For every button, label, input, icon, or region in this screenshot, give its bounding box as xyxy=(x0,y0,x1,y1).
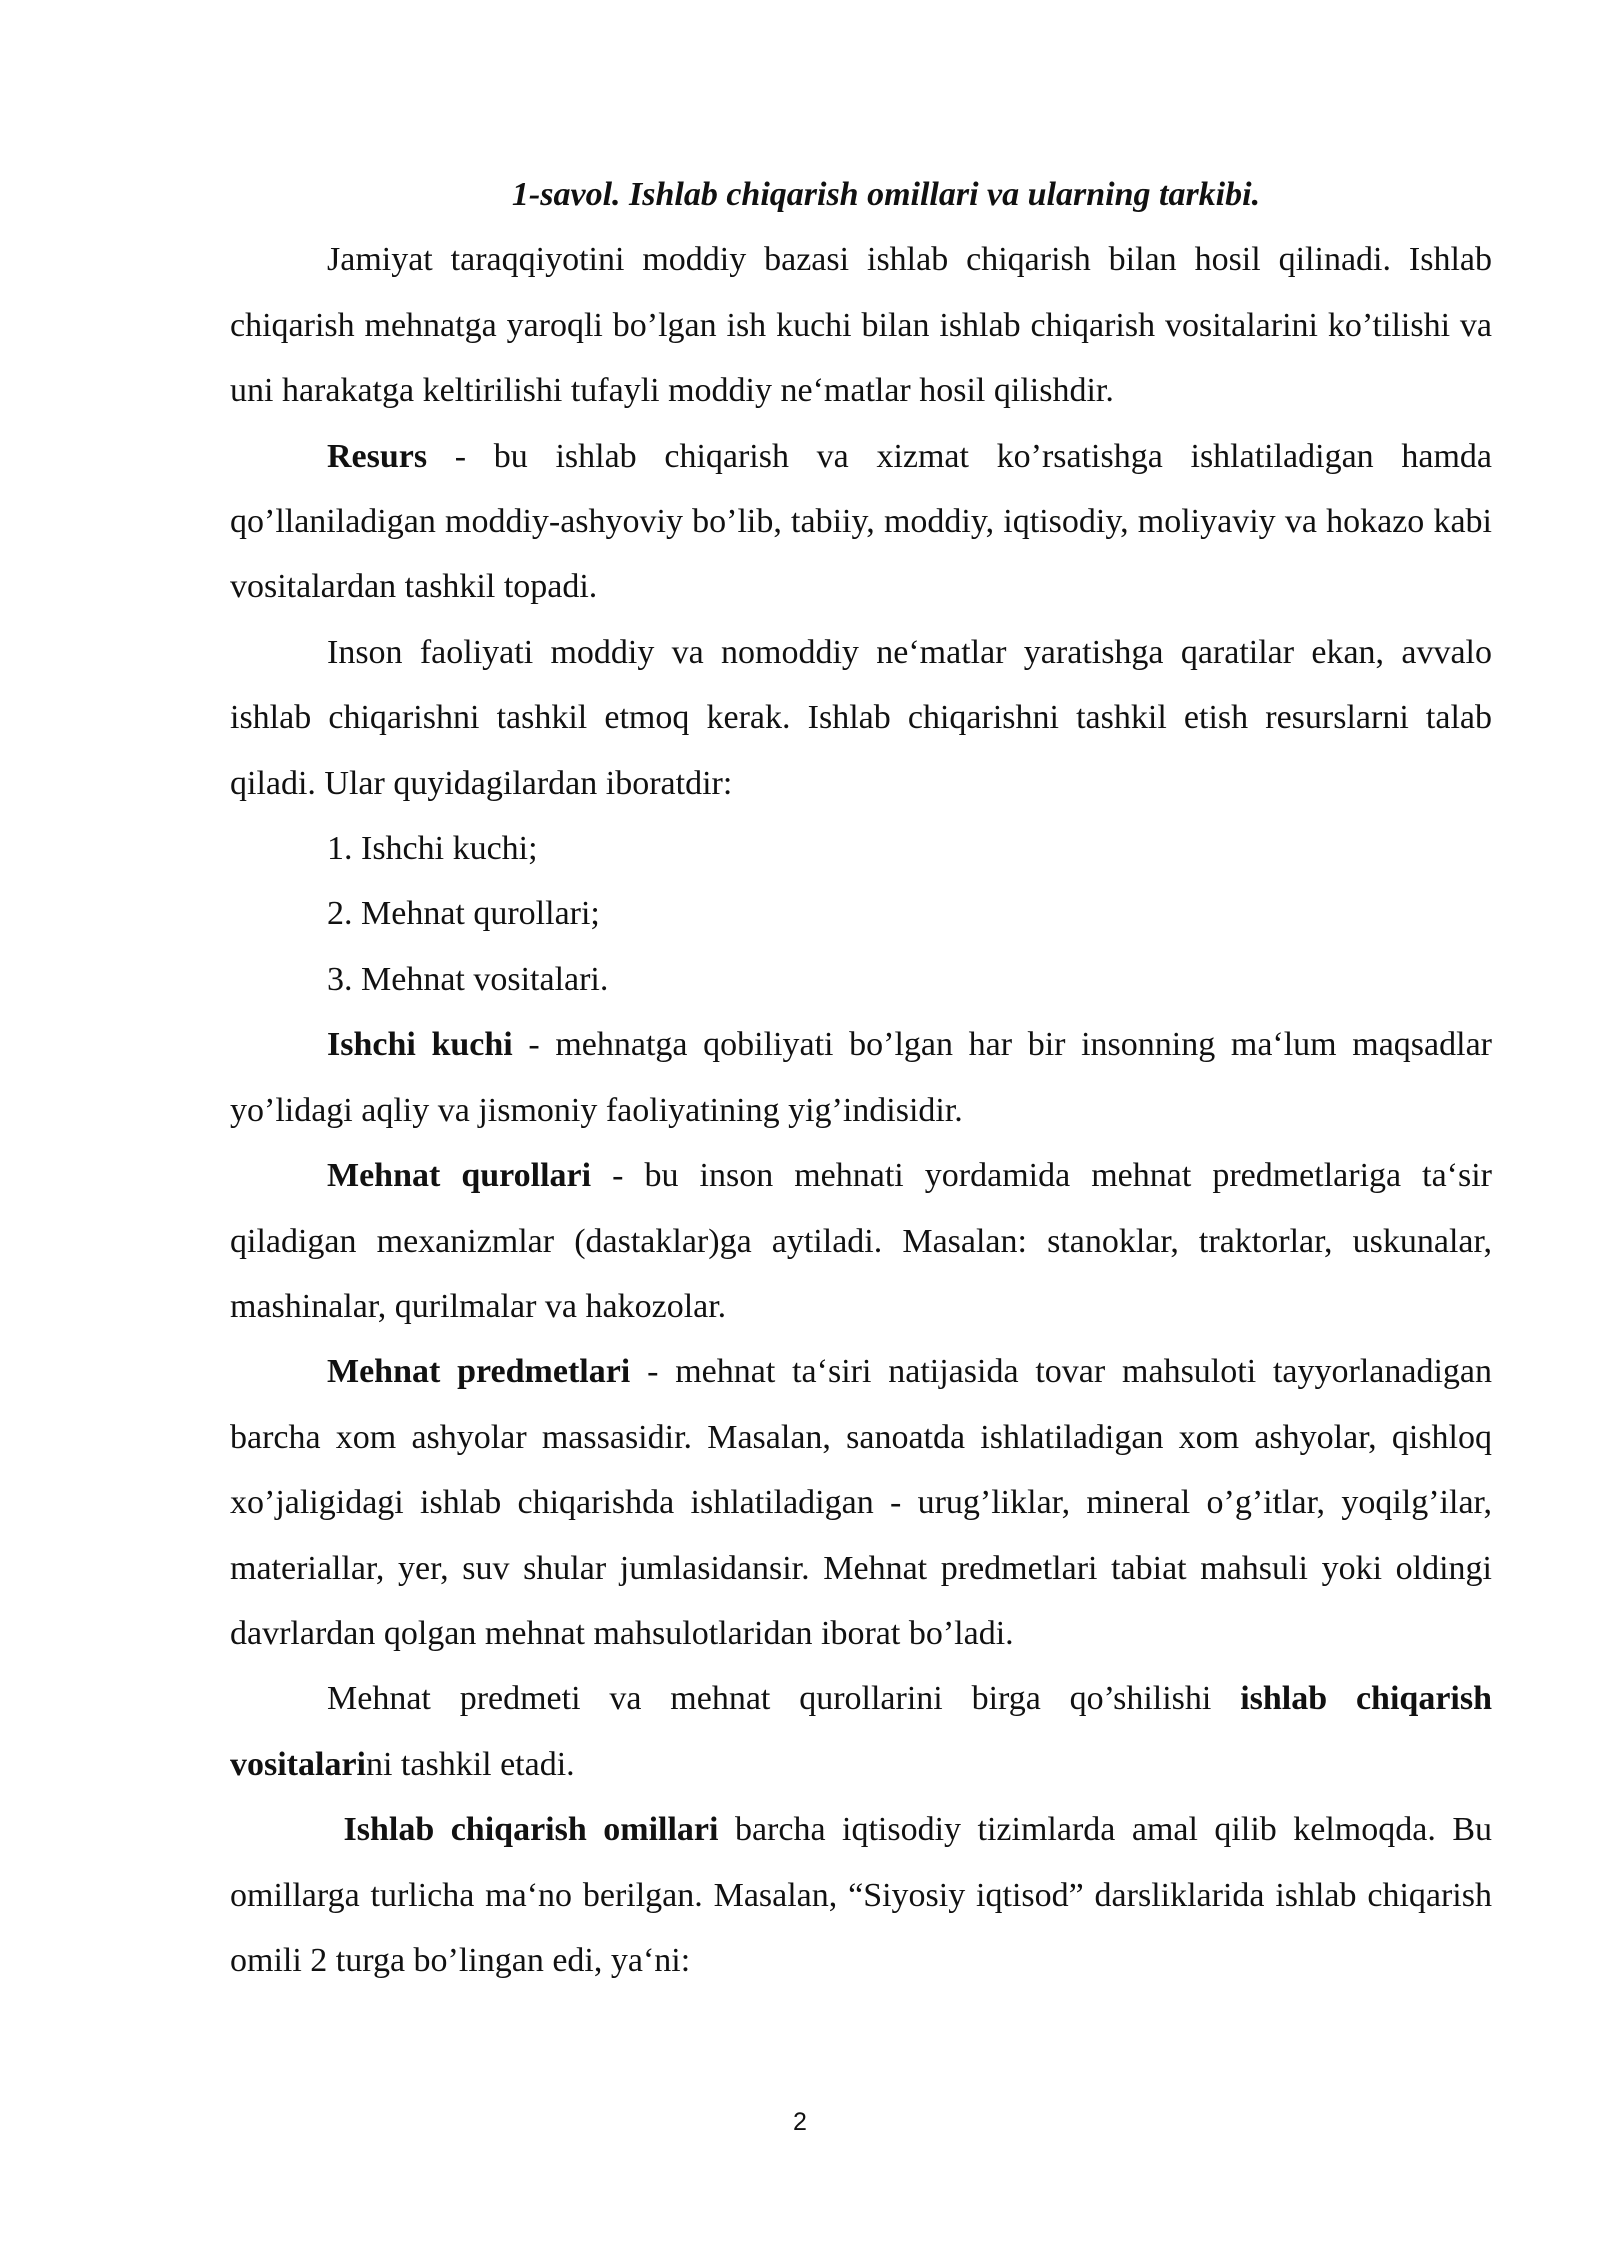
term-ishlab-chiqarish-omillari: Ishlab chiqarish omillari xyxy=(343,1811,719,1849)
paragraph-ishlab-chiqarish-vositalari xyxy=(230,1666,1492,1797)
document-body xyxy=(230,162,1492,1993)
definition-mehnat-qurollari: - bu inson mehnati yordamida mehnat predmetlariga ta‘sir qiladigan mexanizmlar (dastaklar)ga aytiladi. Masalan: stanoklar, traktorlar, uskunalar, mashinalar, qurilmalar va hakozolar. xyxy=(230,1157,1493,1325)
paragraph-intro: Jamiyat taraqqiyotini moddiy bazasi ishlab chiqarish bilan hosil qilinadi. Ishlab chiqarish mehnatga yaroqli bo’lgan ish kuchi bilan ishlab chiqarish vositalarini ko’tilishi va uni harakatga keltirilishi tufayli moddiy ne‘matlar hosil qilishdir. xyxy=(230,241,1492,410)
means-text-before: Mehnat predmeti va mehnat qurollarini birga qo’shilishi xyxy=(327,1680,1241,1718)
paragraph-mehnat-predmetlari xyxy=(230,1339,1492,1666)
section-title: 1-savol. Ishlab chiqarish omillari va ularning tarkibi. xyxy=(511,176,1261,213)
list-item: 1. Ishchi kuchi; xyxy=(327,830,538,868)
paragraph-mehnat-qurollari xyxy=(230,1143,1492,1339)
list-item: 2. Mehnat qurollari; xyxy=(327,895,600,933)
page-number: 2 xyxy=(793,2108,807,2136)
definition-mehnat-predmetlari: - mehnat ta‘siri natijasida tovar mahsuloti tayyorlanadigan barcha xom ashyolar massasidir. Masalan, sanoatda ishlatiladigan xom ashyolar, qishloq xo’jaligidagi ishlab chiqarishda ishlatiladigan - urug’liklar, mineral o’g’itlar, yoqilg’ilar, materiallar, yer, suv shular jumlasidansir. Mehnat predmetlari tabiat mahsuli yoki oldingi davrlardan qolgan mehnat mahsulotlaridan iborat bo’ladi. xyxy=(230,1353,1492,1652)
term-mehnat-qurollari: Mehnat qurollari xyxy=(327,1157,592,1195)
definition-ishchi-kuchi: - mehnatga qobiliyati bo’lgan har bir insonning ma‘lum maqsadlar yo’lidagi aqliy va jismoniy faoliyatining yig’indisidir. xyxy=(230,1026,1492,1129)
paragraph-inson: Inson faoliyati moddiy va nomoddiy ne‘matlar yaratishga qaratilar ekan, avvalo ishlab chiqarishni tashkil etmoq kerak. Ishlab chiqarishni tashkil etish resurslarni talab qiladi. Ular quyidagilardan iboratdir: xyxy=(230,633,1492,802)
term-mehnat-predmetlari: Mehnat predmetlari xyxy=(327,1353,631,1391)
term-resurs: Resurs xyxy=(327,437,428,475)
paragraph-resurs xyxy=(230,424,1492,620)
paragraph-ishlab-chiqarish-omillari xyxy=(230,1797,1492,1993)
term-ishlab-chiqarish-vositalari: ishlab chiqarish vositalari xyxy=(230,1680,1492,1783)
definition-resurs: - bu ishlab chiqarish va xizmat ko’rsatishga ishlatiladigan hamda qo’llaniladigan moddiy-ashyoviy bo’lib, tabiiy, moddiy, iqtisodiy, moliyaviy va hokazo kabi vositalardan tashkil topadi. xyxy=(230,437,1492,606)
means-text-after: ni tashkil etadi. xyxy=(365,1745,575,1783)
definition-ishlab-chiqarish-omillari: barcha iqtisodiy tizimlarda amal qilib kelmoqda. Bu omillarga turlicha ma‘no berilgan. Masalan, “Siyosiy iqtisod” darsliklarida ishlab chiqarish omili 2 turga bo’lingan edi, ya‘ni: xyxy=(230,1811,1493,1979)
list-item: 3. Mehnat vositalari. xyxy=(327,960,609,998)
paragraph-ishchi-kuchi xyxy=(230,1012,1492,1143)
term-ishchi-kuchi: Ishchi kuchi xyxy=(327,1026,513,1064)
factors-lead-space xyxy=(327,1811,344,1848)
